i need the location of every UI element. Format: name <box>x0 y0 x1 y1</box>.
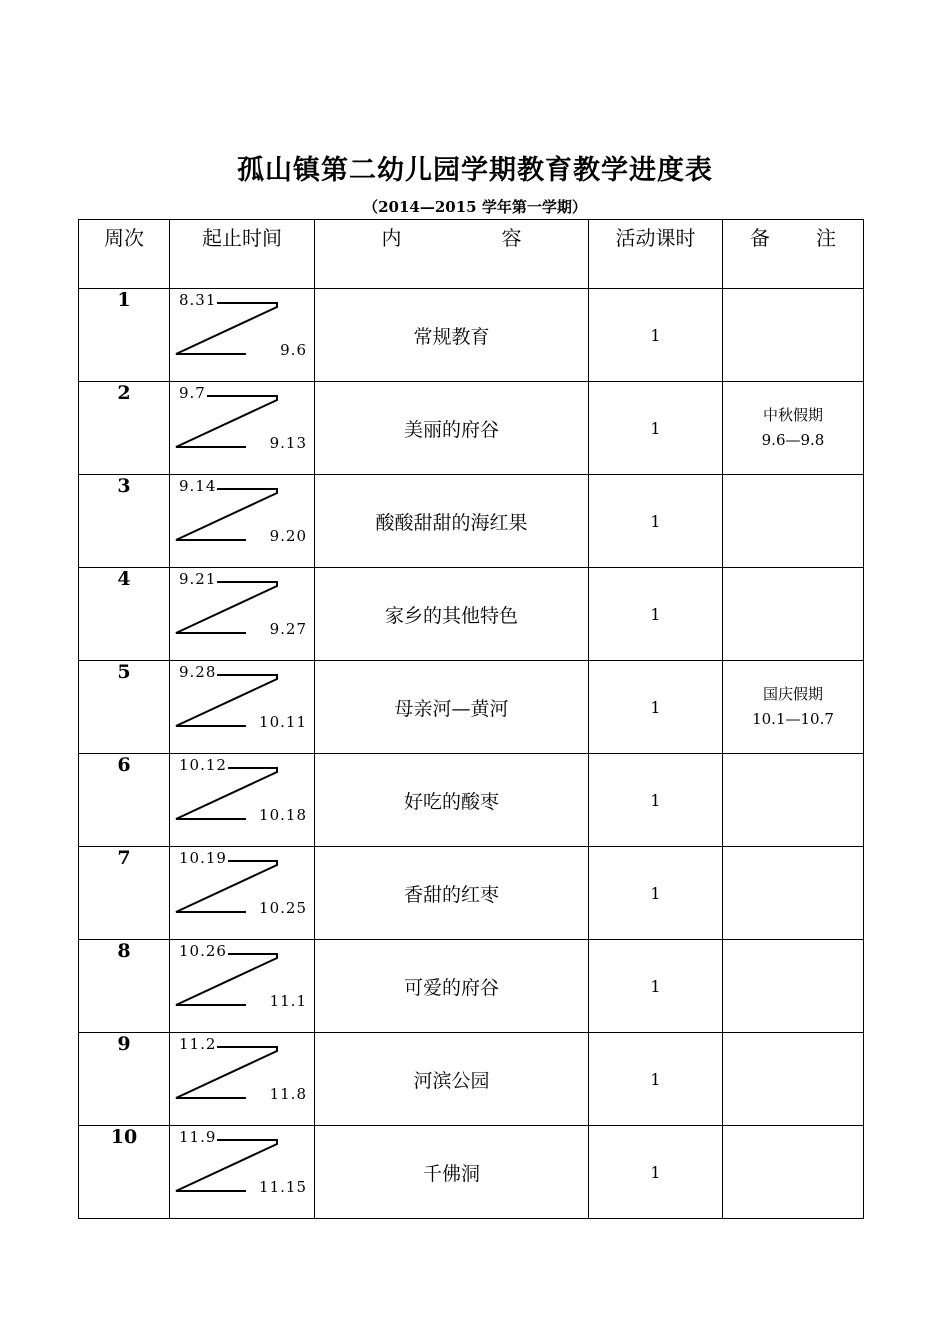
lesson-content: 香甜的红枣 <box>315 847 589 940</box>
remark-cell <box>723 847 864 940</box>
table-row <box>79 661 864 754</box>
end-date: 9.27 <box>269 620 307 638</box>
remark-cell <box>723 568 864 661</box>
week-number: 2 <box>79 382 170 475</box>
start-date: 8.31 <box>179 291 217 309</box>
activity-hours: 1 <box>589 289 723 382</box>
end-date: 10.25 <box>259 899 307 917</box>
remark-cell <box>723 940 864 1033</box>
activity-hours: 1 <box>589 475 723 568</box>
activity-hours: 1 <box>589 568 723 661</box>
activity-hours: 1 <box>589 847 723 940</box>
header-remark-char-2: 注 <box>816 226 836 250</box>
lesson-content: 好吃的酸枣 <box>315 754 589 847</box>
remark-line-1: 国庆假期 <box>762 685 823 703</box>
start-date: 10.19 <box>179 849 227 867</box>
week-number: 7 <box>79 847 170 940</box>
table-row <box>79 847 864 940</box>
remark-cell <box>723 1033 864 1126</box>
date-range-cell <box>170 940 315 1033</box>
activity-hours: 1 <box>589 1033 723 1126</box>
header-hours: 活动课时 <box>589 220 723 289</box>
header-content-char-1: 内 <box>381 226 402 250</box>
start-date: 11.9 <box>179 1128 217 1146</box>
week-number: 4 <box>79 568 170 661</box>
week-number: 9 <box>79 1033 170 1126</box>
week-number: 8 <box>79 940 170 1033</box>
header-remark <box>723 220 864 289</box>
header-week: 周次 <box>79 220 170 289</box>
end-date: 9.6 <box>280 341 307 359</box>
header-row <box>79 220 864 289</box>
date-range-cell <box>170 568 315 661</box>
week-number: 3 <box>79 475 170 568</box>
start-date: 10.12 <box>179 756 227 774</box>
end-date: 10.11 <box>259 713 307 731</box>
table-row <box>79 1033 864 1126</box>
lesson-content: 美丽的府谷 <box>315 382 589 475</box>
lesson-content: 母亲河—黄河 <box>315 661 589 754</box>
activity-hours: 1 <box>589 661 723 754</box>
remark-cell <box>723 754 864 847</box>
table-row <box>79 940 864 1033</box>
start-date: 9.21 <box>179 570 217 588</box>
date-range-cell <box>170 289 315 382</box>
week-number: 6 <box>79 754 170 847</box>
activity-hours: 1 <box>589 382 723 475</box>
header-content <box>315 220 589 289</box>
date-range-cell <box>170 661 315 754</box>
header-remark-char-1: 备 <box>750 226 770 250</box>
remark-line-2: 10.1—10.7 <box>752 710 834 728</box>
table-row <box>79 289 864 382</box>
schedule-table <box>78 219 864 1219</box>
week-number: 10 <box>79 1126 170 1219</box>
header-dates: 起止时间 <box>170 220 315 289</box>
start-date: 9.7 <box>179 384 206 402</box>
table-row <box>79 754 864 847</box>
date-range-cell <box>170 1126 315 1219</box>
remark-line-1: 中秋假期 <box>762 406 823 424</box>
table-row <box>79 1126 864 1219</box>
remark-cell <box>723 661 864 754</box>
end-date: 11.1 <box>269 992 307 1010</box>
start-date: 9.28 <box>179 663 217 681</box>
header-content-char-2: 容 <box>501 226 522 250</box>
table-row <box>79 382 864 475</box>
table-row <box>79 568 864 661</box>
document-title: 孤山镇第二幼儿园学期教育教学进度表 <box>237 155 713 186</box>
remark-cell <box>723 289 864 382</box>
week-number: 5 <box>79 661 170 754</box>
remark-cell <box>723 1126 864 1219</box>
activity-hours: 1 <box>589 940 723 1033</box>
remark-cell <box>723 382 864 475</box>
date-range-cell <box>170 847 315 940</box>
activity-hours: 1 <box>589 1126 723 1219</box>
start-date: 9.14 <box>179 477 217 495</box>
date-range-cell <box>170 754 315 847</box>
start-date: 11.2 <box>179 1035 217 1053</box>
end-date: 9.13 <box>269 434 307 452</box>
end-date: 9.20 <box>269 527 307 545</box>
start-date: 10.26 <box>179 942 227 960</box>
lesson-content: 千佛洞 <box>315 1126 589 1219</box>
date-range-cell <box>170 475 315 568</box>
end-date: 11.8 <box>269 1085 307 1103</box>
date-range-cell <box>170 382 315 475</box>
date-range-cell <box>170 1033 315 1126</box>
lesson-content: 常规教育 <box>315 289 589 382</box>
remark-cell <box>723 475 864 568</box>
week-number: 1 <box>79 289 170 382</box>
end-date: 11.15 <box>259 1178 307 1196</box>
end-date: 10.18 <box>259 806 307 824</box>
lesson-content: 河滨公园 <box>315 1033 589 1126</box>
lesson-content: 酸酸甜甜的海红果 <box>315 475 589 568</box>
lesson-content: 可爱的府谷 <box>315 940 589 1033</box>
document-subtitle: （2014—2015 学年第一学期） <box>363 198 587 216</box>
remark-line-2: 9.6—9.8 <box>761 431 825 449</box>
table-row <box>79 475 864 568</box>
activity-hours: 1 <box>589 754 723 847</box>
lesson-content: 家乡的其他特色 <box>315 568 589 661</box>
